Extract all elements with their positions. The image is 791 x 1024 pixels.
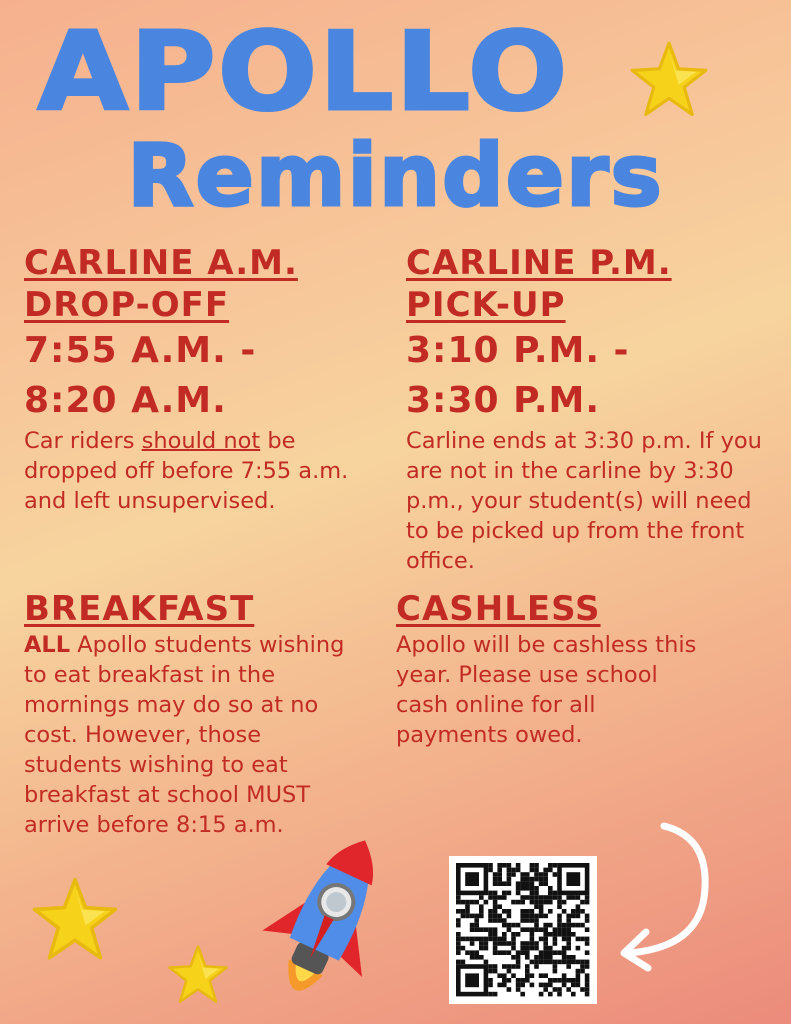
carline-pm-time-1: 3:10 P.M. - [406,330,630,371]
star-icon [30,876,120,964]
star-icon [166,944,230,1006]
carline-pm-section [406,242,781,576]
carline-am-text-a: Car riders [24,428,142,454]
cashless-heading: CASHLESS [396,589,601,629]
qr-code-pattern [449,856,597,1004]
rocket-icon [252,822,402,1022]
carline-pm-time-2: 3:30 P.M. [406,380,601,421]
carline-am-section [24,242,374,516]
carline-am-time-2: 8:20 A.M. [24,380,227,421]
breakfast-heading: BREAKFAST [24,589,255,629]
carline-am-heading-2: DROP-OFF [24,285,230,325]
carline-am-text-b: be dropped off before 7:55 a.m. and left unsupervised. [24,428,349,514]
carline-am-heading-1: CARLINE A.M. [24,243,298,283]
qr-code[interactable] [449,856,597,1004]
carline-am-text [24,426,374,516]
carline-pm-heading-2: PICK-UP [406,285,566,325]
curved-arrow-icon [612,818,722,978]
carline-pm-heading-1: CARLINE P.M. [406,243,672,283]
carline-am-time-1: 7:55 A.M. - [24,330,257,371]
breakfast-text-bold: ALL [24,632,71,658]
title-apollo: APOLLO [37,10,570,135]
carline-pm-text: Carline ends at 3:30 p.m. If you are not in the carline by 3:30 p.m., your student(s) will need to be picked up from the front office. [406,428,762,574]
carline-am-text-underlined: should not [141,428,261,454]
cashless-section [396,588,706,750]
cashless-text: Apollo will be cashless this year. Please use school cash online for all payments owed. [396,632,697,748]
breakfast-text-body: Apollo students wishing to eat breakfast in the mornings may do so at no cost. However, those students wishing to eat breakfast at school MUST arrive before 8:15 a.m. [24,632,345,838]
breakfast-section [24,588,354,840]
breakfast-text [24,630,354,840]
star-icon [628,40,710,120]
title-reminders: Reminders [127,126,664,226]
